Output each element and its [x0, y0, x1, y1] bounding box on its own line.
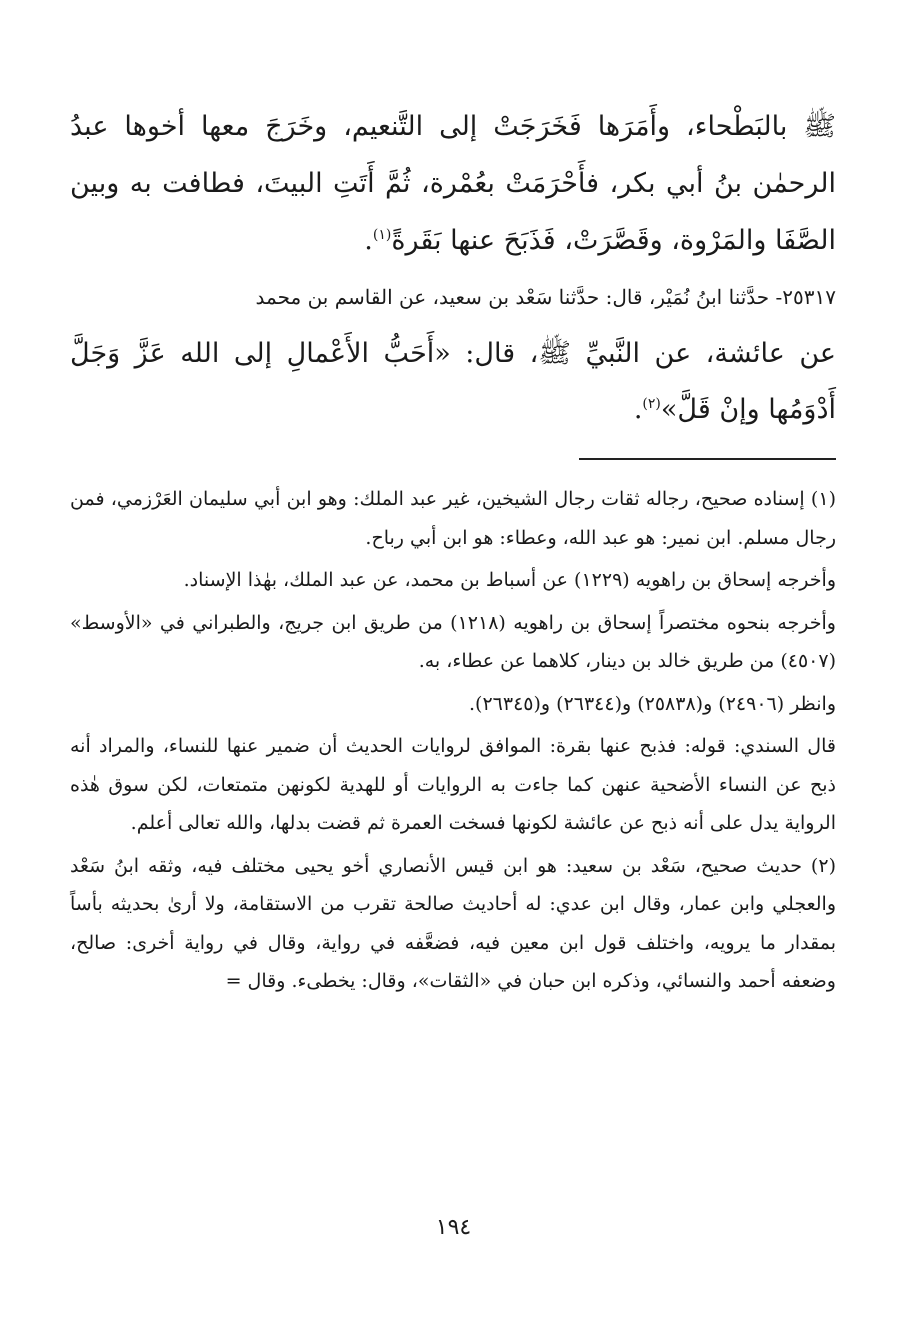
main-paragraph-1-end: . [364, 225, 373, 256]
footnote-paragraph: وانظر (٢٤٩٠٦) و(٢٥٨٣٨) و(٢٦٣٤٤) و(٢٦٣٤٥). [469, 692, 836, 715]
main-paragraph-2-end: . [633, 394, 643, 425]
footnote-paragraph: وأخرجه إسحاق بن راهويه (١٢٢٩) عن أسباط بن محمد، عن عبد الملك، بهٰذا الإسناد. [183, 569, 836, 591]
page-body [70, 98, 836, 1005]
footnote-paragraph: قال السندي: قوله: فذبح عنها بقرة: الموافق لروايات الحديث أن ضمير عنها للنساء، والمراد أنه ذبح عن النساء الأضحية عنهن كما جاءت به الروايات أو للهدية لكونهن متمتعات، لكن سوق هٰذه الرواية يدل على أنه ذبح عن عائشة لكونها فسخت العمرة ثم قضت بدلها، والله تعالى أعلم. [70, 735, 836, 834]
footnotes-section [70, 480, 836, 1001]
footnote-paragraph: (٢) حديث صحيح، سَعْد بن سعيد: هو ابن قيس الأنصاري أخو يحيى مختلف فيه، وثقه ابنُ سَعْد والعجلي وابن عمار، وقال ابن عدي: له أحاديث صالحة تقرب من الاستقامة، ولا أرىٰ بحديثه بأساً بمقدار ما يرويه، واختلف قول ابن معين فيه، فضعَّفه في رواية، وقال في رواية أخرى: صالح، وضعفه أحمد والنسائي، وذكره ابن حبان في «الثقات»، وقال: يخطىء. وقال = [70, 854, 836, 992]
footnote-paragraph: (١) إسناده صحيح، رجاله ثقات رجال الشيخين، غير عبد الملك: وهو ابن أبي سليمان العَرْزمي، فمن رجال مسلم. ابن نمير: هو عبد الله، وعطاء: هو ابن أبي رباح. [70, 488, 836, 549]
main-paragraph-2-text: عن عائشة، عن النَّبيِّ ﷺ، قال: «أَحَبُّ الأَعْمالِ إلى الله عَزَّ وَجَلَّ أَدْوَمُها وإنْ قَلَّ» [70, 338, 836, 425]
footnote-ref-1[interactable]: (١) [372, 227, 392, 243]
footnote-divider [579, 458, 836, 460]
footnote-ref-2[interactable]: (٢) [642, 396, 661, 412]
page-number: ١٩٤ [435, 1215, 472, 1240]
main-paragraph-1 [70, 98, 836, 269]
footnote-paragraph: وأخرجه بنحوه مختصراً إسحاق بن راهويه (١٢١٨) من طريق ابن جريج، والطبراني في «الأوسط» (٤٥٠٧) من طريق خالد بن دينار، كلاهما عن عطاء، به. [70, 611, 836, 672]
main-paragraph-1-text: ﷺ بالبَطْحاء، وأَمَرَها فَخَرَجَتْ إلى التَّنعيم، وخَرَجَ معها أخوها عبدُ الرحمٰن بنُ أبي بكر، فأَحْرَمَتْ بعُمْرة، ثُمَّ أَتَتِ البيتَ، فطافت به وبين الصَّفَا والمَرْوة، وقَصَّرَتْ، فَذَبَحَ عنها بَقَرةً [70, 111, 836, 256]
main-text [70, 98, 836, 438]
main-paragraph-2 [70, 326, 836, 438]
hadith-chain-heading: ٢٥٣١٧- حدَّثنا ابنُ نُمَيْر، قال: حدَّثنا سَعْد بن سعيد، عن القاسم بن محمد [255, 285, 836, 309]
